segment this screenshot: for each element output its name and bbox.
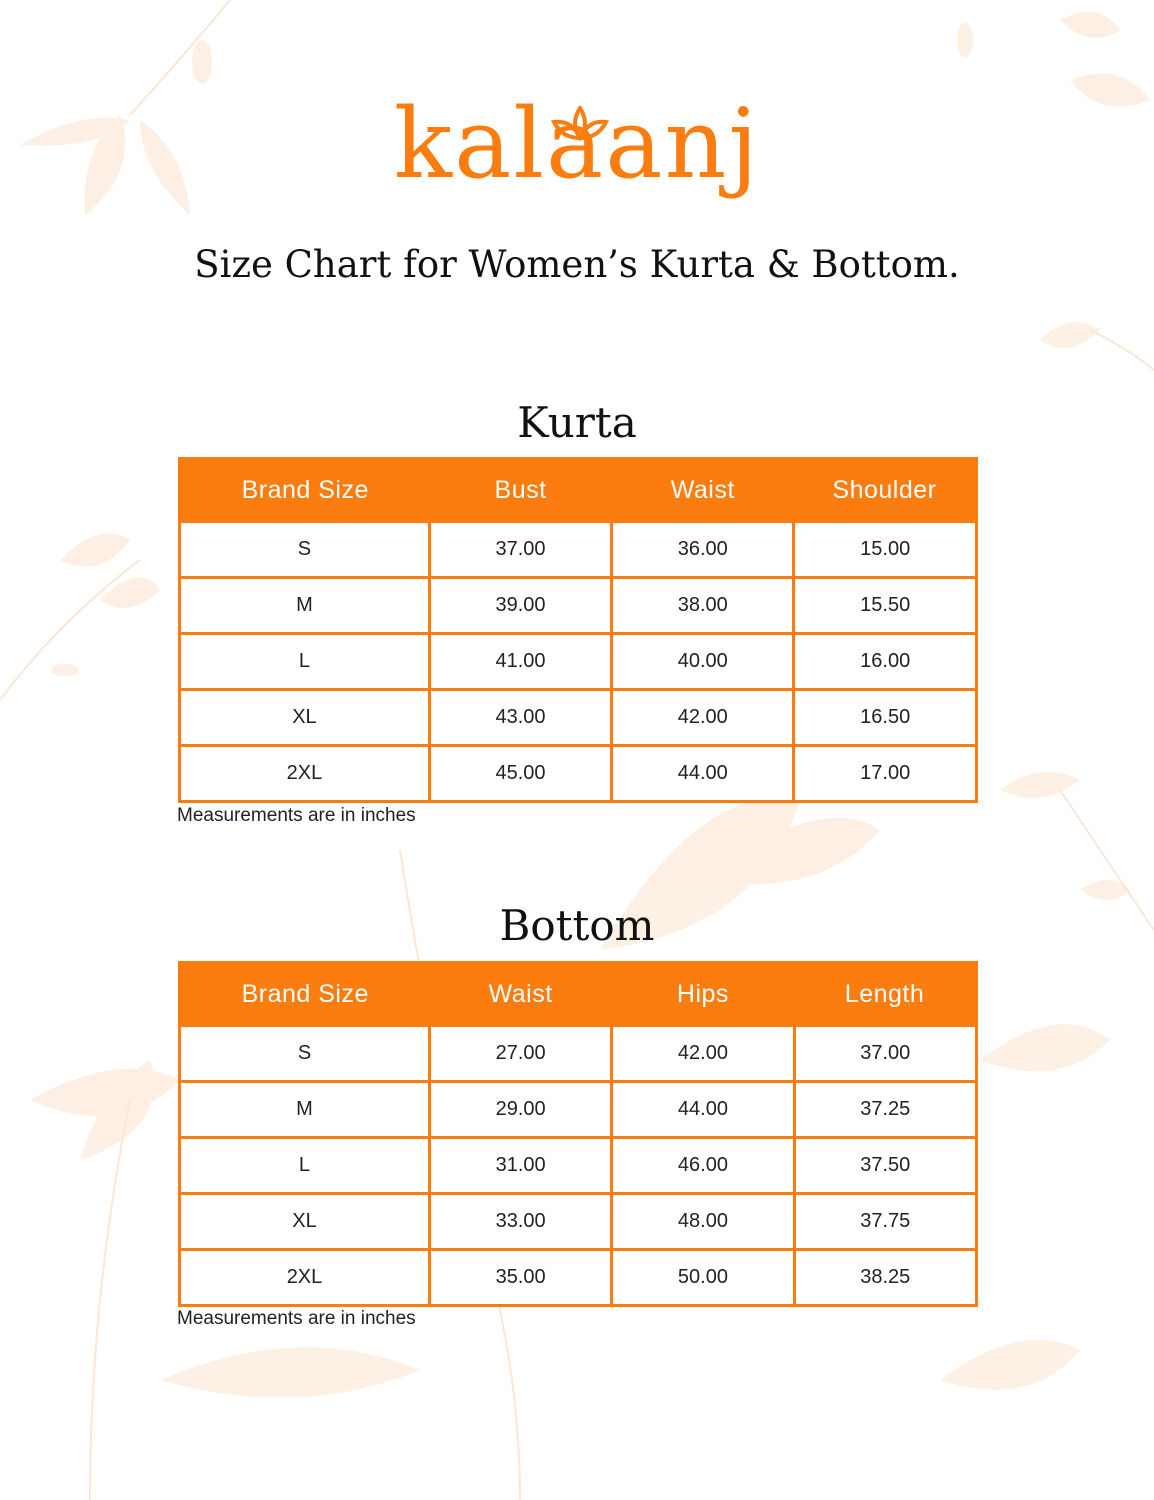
bust-cell: 45.00 <box>429 746 611 802</box>
column-header: Waist <box>612 459 794 522</box>
length-cell: 37.75 <box>794 1194 976 1250</box>
size-cell: S <box>180 1026 430 1082</box>
size-cell: 2XL <box>180 1250 430 1306</box>
waist-cell: 36.00 <box>612 522 794 578</box>
column-header: Brand Size <box>180 459 430 522</box>
hips-cell: 50.00 <box>612 1250 794 1306</box>
brand-logo <box>0 88 1154 200</box>
waist-cell: 38.00 <box>612 578 794 634</box>
bust-cell: 41.00 <box>429 634 611 690</box>
waist-cell: 42.00 <box>612 690 794 746</box>
waist-cell: 31.00 <box>429 1138 611 1194</box>
shoulder-cell: 16.00 <box>794 634 977 690</box>
kurta-measurement-note: Measurements are in inches <box>177 805 416 826</box>
lotus-icon <box>550 106 610 146</box>
table-header-row <box>180 963 977 1026</box>
table-row <box>180 1250 977 1306</box>
bottom-section-title: Bottom <box>499 901 655 950</box>
hips-cell: 44.00 <box>612 1082 794 1138</box>
waist-cell: 29.00 <box>429 1082 611 1138</box>
waist-cell: 44.00 <box>612 746 794 802</box>
size-cell: S <box>180 522 430 578</box>
size-cell: M <box>180 1082 430 1138</box>
table-row <box>180 1194 977 1250</box>
column-header: Brand Size <box>180 963 430 1026</box>
brand-logo-text: kalaanj <box>393 88 761 200</box>
column-header: Waist <box>429 963 611 1026</box>
shoulder-cell: 15.50 <box>794 578 977 634</box>
length-cell: 37.25 <box>794 1082 976 1138</box>
bust-cell: 37.00 <box>429 522 611 578</box>
length-cell: 38.25 <box>794 1250 976 1306</box>
size-cell: L <box>180 1138 430 1194</box>
table-row <box>180 522 977 578</box>
shoulder-cell: 17.00 <box>794 746 977 802</box>
table-row <box>180 746 977 802</box>
shoulder-cell: 16.50 <box>794 690 977 746</box>
shoulder-cell: 15.00 <box>794 522 977 578</box>
column-header: Length <box>794 963 976 1026</box>
table-header-row <box>180 459 977 522</box>
column-header: Hips <box>612 963 794 1026</box>
column-header: Shoulder <box>794 459 977 522</box>
hips-cell: 42.00 <box>612 1026 794 1082</box>
waist-cell: 40.00 <box>612 634 794 690</box>
size-cell: 2XL <box>180 746 430 802</box>
hips-cell: 48.00 <box>612 1194 794 1250</box>
waist-cell: 35.00 <box>429 1250 611 1306</box>
kurta-size-table <box>178 457 978 803</box>
table-row <box>180 578 977 634</box>
bust-cell: 39.00 <box>429 578 611 634</box>
length-cell: 37.50 <box>794 1138 976 1194</box>
page-subtitle: Size Chart for Women’s Kurta & Bottom. <box>194 243 960 286</box>
table-row <box>180 1138 977 1194</box>
size-cell: XL <box>180 690 430 746</box>
table-row <box>180 1026 977 1082</box>
column-header: Bust <box>429 459 611 522</box>
length-cell: 37.00 <box>794 1026 976 1082</box>
waist-cell: 33.00 <box>429 1194 611 1250</box>
table-row <box>180 634 977 690</box>
bottom-measurement-note: Measurements are in inches <box>177 1308 416 1329</box>
size-cell: XL <box>180 1194 430 1250</box>
table-row <box>180 1082 977 1138</box>
bottom-size-table <box>178 961 978 1307</box>
waist-cell: 27.00 <box>429 1026 611 1082</box>
size-cell: M <box>180 578 430 634</box>
size-cell: L <box>180 634 430 690</box>
table-row <box>180 690 977 746</box>
hips-cell: 46.00 <box>612 1138 794 1194</box>
kurta-section-title: Kurta <box>517 398 637 447</box>
bust-cell: 43.00 <box>429 690 611 746</box>
